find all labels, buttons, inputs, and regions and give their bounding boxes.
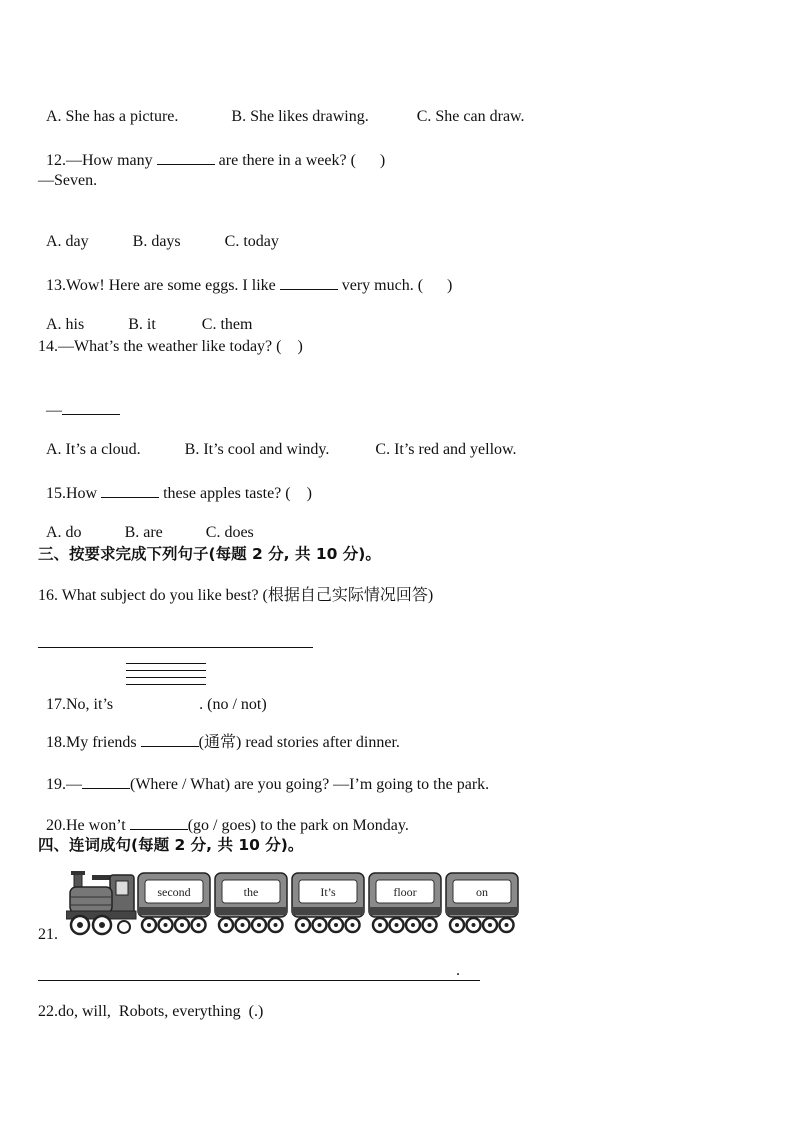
q14-question: 14.—What’s the weather like today? ( ) [38, 338, 303, 355]
q14-option-c[interactable]: C. It’s red and yellow. [375, 441, 517, 458]
q14-option-b[interactable]: B. It’s cool and windy. [184, 441, 330, 458]
q20-text-pre: 20.He won’t [46, 817, 130, 834]
q14-option-a[interactable]: A. It’s a cloud. [46, 441, 141, 458]
q16-answer-line[interactable] [38, 647, 313, 648]
train-car [215, 873, 287, 932]
q11-options [38, 87, 525, 127]
q13-blank[interactable] [280, 274, 338, 290]
q15-blank[interactable] [101, 482, 159, 498]
train-car [446, 873, 518, 932]
q15-option-b[interactable]: B. are [124, 524, 163, 541]
q12-option-b[interactable]: B. days [132, 233, 181, 250]
q20-question [38, 794, 409, 836]
q13-text-pre: 13.Wow! Here are some eggs. I like [46, 277, 280, 294]
q21-train-illustration [66, 869, 526, 941]
q22-question: 22.do, will, Robots, everything (.) [38, 1003, 264, 1020]
q20-text-post: (go / goes) to the park on Monday. [187, 817, 409, 834]
q13-text-post: very much. ( ) [337, 277, 453, 294]
q13-option-a[interactable]: A. his [46, 316, 85, 333]
q17-text-post: . (no / not) [199, 696, 267, 713]
q21-number: 21. [38, 926, 58, 943]
q12-text-pre: 12.—How many [46, 152, 157, 169]
q17-text-pre: 17.No, it’s [46, 696, 118, 713]
q12-answer: —Seven. [38, 172, 98, 189]
section4-title: 四、连词成句(每题 2 分, 共 10 分)。 [38, 836, 304, 854]
q14-answer [38, 379, 120, 421]
q15-text-pre: 15.How [46, 485, 102, 502]
train-car-word: It’s [320, 885, 336, 899]
q12-text-post: are there in a week? ( ) [214, 152, 386, 169]
q19-text-post: (Where / What) are you going? —I’m going to the park. [130, 776, 490, 793]
train-car [292, 873, 364, 932]
train-car [138, 873, 210, 932]
q13-options [38, 295, 252, 335]
q12-option-a[interactable]: A. day [46, 233, 89, 250]
q15-option-c[interactable]: C. does [205, 524, 254, 541]
q16-question: 16. What subject do you like best? (根据自己实际情况回答) [38, 587, 434, 604]
q18-text-post: (通常) read stories after dinner. [198, 734, 400, 751]
q19-blank[interactable] [82, 773, 130, 789]
q19-text-pre: 19.— [46, 776, 82, 793]
q11-option-b[interactable]: B. She likes drawing. [231, 108, 369, 125]
q14-dash: — [46, 402, 62, 419]
q19-question [38, 753, 489, 795]
train-engine-icon [66, 871, 136, 934]
q14-options [38, 420, 517, 460]
train-car-word: second [157, 885, 191, 899]
q11-option-c[interactable]: C. She can draw. [416, 108, 525, 125]
q15-options [38, 503, 254, 543]
q11-option-a[interactable]: A. She has a picture. [46, 108, 179, 125]
q21-answer-line[interactable] [38, 980, 480, 981]
train-car-word: floor [393, 885, 417, 899]
train-car [369, 873, 441, 932]
q12-question [38, 129, 385, 171]
q12-options [38, 212, 279, 252]
q15-option-a[interactable]: A. do [46, 524, 82, 541]
q13-question [38, 254, 452, 296]
q15-text-post: these apples taste? ( ) [159, 485, 312, 502]
q15-question [38, 462, 312, 504]
q18-question [38, 711, 400, 753]
q17-question [38, 675, 267, 715]
q13-option-b[interactable]: B. it [128, 316, 156, 333]
q13-option-c[interactable]: C. them [201, 316, 253, 333]
q14-blank[interactable] [62, 399, 120, 415]
q18-blank[interactable] [141, 731, 199, 747]
train-car-word: on [476, 885, 488, 899]
q18-text-pre: 18.My friends [46, 734, 141, 751]
section3-title: 三、按要求完成下列句子(每题 2 分, 共 10 分)。 [38, 545, 381, 563]
q21-end-mark: . [456, 962, 460, 979]
train-car-word: the [243, 885, 259, 899]
q12-blank[interactable] [157, 149, 215, 165]
q20-blank[interactable] [130, 814, 188, 830]
q12-option-c[interactable]: C. today [224, 233, 279, 250]
